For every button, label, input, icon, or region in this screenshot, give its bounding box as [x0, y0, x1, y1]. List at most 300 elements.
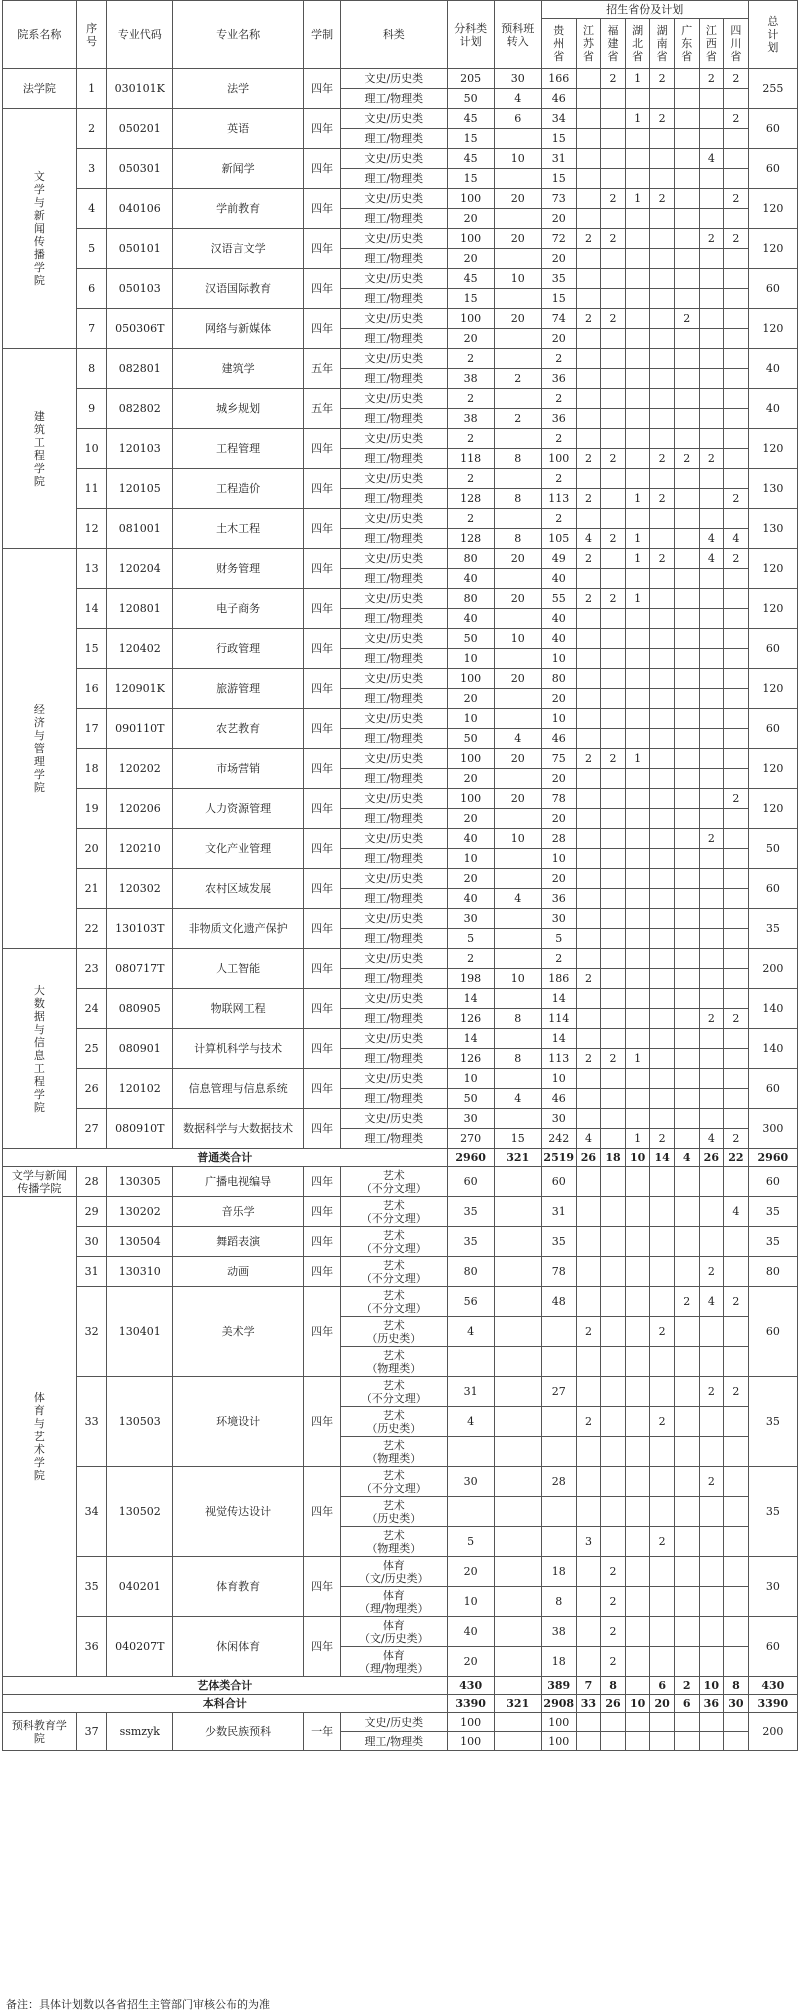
- province-value: 2: [601, 1049, 626, 1069]
- province-value: [724, 649, 749, 669]
- prep-value: [494, 1287, 541, 1317]
- province-value: [625, 789, 650, 809]
- province-value: [699, 429, 724, 449]
- province-value: [674, 949, 699, 969]
- college-name: 文学与新闻 传播学院: [3, 1167, 77, 1197]
- category-label: 艺术 （物理类）: [341, 1347, 448, 1377]
- major-name: 数据科学与大数据技术: [173, 1109, 304, 1149]
- province-value: 2: [541, 949, 576, 969]
- major-name: 体育教育: [173, 1557, 304, 1617]
- province-value: [674, 749, 699, 769]
- province-value: [601, 689, 626, 709]
- total-value: 2960: [748, 1149, 797, 1167]
- province-value: [724, 469, 749, 489]
- major-code: ssmzyk: [107, 1713, 173, 1751]
- province-value: [650, 1437, 675, 1467]
- province-value: [625, 1677, 650, 1695]
- province-value: [650, 1049, 675, 1069]
- category-label: 艺术 （不分文理）: [341, 1167, 448, 1197]
- province-value: [576, 129, 601, 149]
- major-name: 非物质文化遗产保护: [173, 909, 304, 949]
- major-seq: 7: [76, 309, 107, 349]
- province-value: [699, 589, 724, 609]
- province-value: [625, 209, 650, 229]
- plan-value: 15: [447, 289, 494, 309]
- province-value: [541, 1497, 576, 1527]
- province-value: 36: [541, 369, 576, 389]
- major-seq: 1: [76, 69, 107, 109]
- province-value: [601, 1287, 626, 1317]
- plan-value: 100: [447, 789, 494, 809]
- table-row: [3, 629, 798, 649]
- prep-value: [494, 1407, 541, 1437]
- plan-value: 5: [447, 1527, 494, 1557]
- province-value: [674, 69, 699, 89]
- province-value: [650, 369, 675, 389]
- province-value: [601, 549, 626, 569]
- province-value: [625, 689, 650, 709]
- province-value: [674, 469, 699, 489]
- table-row: [3, 229, 798, 249]
- prep-value: 4: [494, 889, 541, 909]
- province-value: [576, 249, 601, 269]
- province-value: [576, 929, 601, 949]
- province-value: 186: [541, 969, 576, 989]
- major-years: 四年: [304, 69, 341, 109]
- province-value: 2: [674, 309, 699, 329]
- province-value: [601, 1167, 626, 1197]
- plan-value: [447, 1347, 494, 1377]
- table-row: [3, 269, 798, 289]
- province-value: [601, 429, 626, 449]
- plan-value: 40: [447, 609, 494, 629]
- province-value: [674, 969, 699, 989]
- table-row: [3, 1713, 798, 1732]
- major-seq: 8: [76, 349, 107, 389]
- province-value: 31: [541, 1197, 576, 1227]
- category-label: 艺术 （不分文理）: [341, 1197, 448, 1227]
- province-value: [625, 629, 650, 649]
- province-value: [699, 1197, 724, 1227]
- province-value: 2: [601, 749, 626, 769]
- province-value: [576, 1437, 601, 1467]
- province-value: [576, 649, 601, 669]
- province-value: [699, 729, 724, 749]
- province-value: 2: [601, 1587, 626, 1617]
- major-years: 四年: [304, 429, 341, 469]
- province-value: [625, 1317, 650, 1347]
- province-value: [576, 1713, 601, 1732]
- category-label: 理工/物理类: [341, 649, 448, 669]
- prep-value: [494, 469, 541, 489]
- province-value: [699, 1617, 724, 1647]
- table-row: [3, 1287, 798, 1317]
- prep-value: [494, 249, 541, 269]
- plan-value: 100: [447, 1732, 494, 1751]
- province-value: [724, 989, 749, 1009]
- province-value: [650, 1587, 675, 1617]
- province-value: [674, 1617, 699, 1647]
- province-value: [650, 629, 675, 649]
- province-value: [625, 709, 650, 729]
- province-value: [576, 409, 601, 429]
- category-label: 文史/历史类: [341, 909, 448, 929]
- province-value: [625, 509, 650, 529]
- plan-value: 45: [447, 149, 494, 169]
- major-total: 120: [748, 229, 797, 269]
- province-value: [650, 1467, 675, 1497]
- province-value: [674, 1407, 699, 1437]
- province-value: [625, 929, 650, 949]
- plan-value: 38: [447, 409, 494, 429]
- province-value: 2: [601, 529, 626, 549]
- province-value: 2: [724, 1009, 749, 1029]
- category-label: 艺术 （不分文理）: [341, 1287, 448, 1317]
- table-row: [3, 429, 798, 449]
- major-code: 120105: [107, 469, 173, 509]
- major-total: 80: [748, 1257, 797, 1287]
- province-value: [650, 309, 675, 329]
- province-value: 113: [541, 1049, 576, 1069]
- province-value: [674, 1049, 699, 1069]
- major-code: 120210: [107, 829, 173, 869]
- category-label: 文史/历史类: [341, 949, 448, 969]
- category-label: 理工/物理类: [341, 129, 448, 149]
- province-value: [699, 1557, 724, 1587]
- province-value: [576, 209, 601, 229]
- major-seq: 28: [76, 1167, 107, 1197]
- province-value: [601, 369, 626, 389]
- province-value: [699, 809, 724, 829]
- province-value: [576, 1497, 601, 1527]
- plan-value: 50: [447, 89, 494, 109]
- province-value: [601, 1347, 626, 1377]
- province-value: 4: [699, 529, 724, 549]
- province-value: [576, 1617, 601, 1647]
- plan-value: 2: [447, 429, 494, 449]
- province-value: [601, 989, 626, 1009]
- major-code: 130103T: [107, 909, 173, 949]
- major-total: 40: [748, 349, 797, 389]
- major-name: 少数民族预科: [173, 1713, 304, 1751]
- province-value: [625, 989, 650, 1009]
- table-row: [3, 309, 798, 329]
- province-value: 2: [576, 489, 601, 509]
- prep-value: 8: [494, 1049, 541, 1069]
- major-code: 120202: [107, 749, 173, 789]
- major-total: 60: [748, 1617, 797, 1677]
- major-code: 050306T: [107, 309, 173, 349]
- total-label: 本科合计: [3, 1695, 448, 1713]
- major-name: 文化产业管理: [173, 829, 304, 869]
- province-value: [674, 889, 699, 909]
- province-value: 6: [650, 1677, 675, 1695]
- province-value: [625, 149, 650, 169]
- province-value: 2: [601, 449, 626, 469]
- province-value: 1: [625, 189, 650, 209]
- prep-value: [494, 169, 541, 189]
- plan-value: 45: [447, 109, 494, 129]
- province-value: [576, 809, 601, 829]
- header-province: 广 东 省: [674, 19, 699, 69]
- province-value: [650, 1347, 675, 1377]
- table-row: [3, 829, 798, 849]
- province-value: [674, 709, 699, 729]
- prep-value: [494, 1557, 541, 1587]
- prep-value: [494, 1527, 541, 1557]
- major-seq: 33: [76, 1377, 107, 1467]
- province-value: [601, 609, 626, 629]
- province-value: [724, 889, 749, 909]
- prep-value: [494, 509, 541, 529]
- province-value: [699, 789, 724, 809]
- plan-value: 30: [447, 909, 494, 929]
- province-value: 8: [541, 1587, 576, 1617]
- category-label: 文史/历史类: [341, 509, 448, 529]
- table-row: [3, 1257, 798, 1287]
- province-value: [576, 269, 601, 289]
- major-seq: 29: [76, 1197, 107, 1227]
- province-value: [601, 1257, 626, 1287]
- province-value: [724, 129, 749, 149]
- province-value: 2: [576, 589, 601, 609]
- province-value: 2: [576, 449, 601, 469]
- province-value: [674, 1089, 699, 1109]
- province-value: [601, 1089, 626, 1109]
- major-seq: 13: [76, 549, 107, 589]
- province-value: [650, 509, 675, 529]
- major-years: 一年: [304, 1713, 341, 1751]
- province-value: 2: [699, 69, 724, 89]
- plan-value: 20: [447, 249, 494, 269]
- province-value: [576, 709, 601, 729]
- province-value: [724, 1407, 749, 1437]
- province-value: [576, 149, 601, 169]
- prep-value: [494, 349, 541, 369]
- province-value: 7: [576, 1677, 601, 1695]
- header-provinces-group: 招生省份及计划: [541, 1, 748, 19]
- province-value: [699, 309, 724, 329]
- category-label: 理工/物理类: [341, 329, 448, 349]
- major-name: 计算机科学与技术: [173, 1029, 304, 1069]
- province-value: 2: [650, 1317, 675, 1347]
- province-value: 46: [541, 729, 576, 749]
- table-row: [3, 1467, 798, 1497]
- province-value: [601, 1407, 626, 1437]
- category-label: 理工/物理类: [341, 1089, 448, 1109]
- major-name: 音乐学: [173, 1197, 304, 1227]
- major-code: 130504: [107, 1227, 173, 1257]
- province-value: 2: [699, 449, 724, 469]
- province-value: 2: [650, 549, 675, 569]
- province-value: [625, 1732, 650, 1751]
- category-label: 文史/历史类: [341, 549, 448, 569]
- prep-value: 6: [494, 109, 541, 129]
- major-seq: 12: [76, 509, 107, 549]
- category-label: 艺术 （历史类）: [341, 1317, 448, 1347]
- major-code: 130502: [107, 1467, 173, 1557]
- table-row: [3, 509, 798, 529]
- province-value: [625, 269, 650, 289]
- province-value: 48: [541, 1287, 576, 1317]
- province-value: 14: [541, 989, 576, 1009]
- prep-value: [494, 1167, 541, 1197]
- plan-value: 2: [447, 949, 494, 969]
- plan-value: 35: [447, 1227, 494, 1257]
- prep-value: [494, 1377, 541, 1407]
- category-label: 理工/物理类: [341, 449, 448, 469]
- province-value: 2: [650, 1407, 675, 1437]
- province-value: [625, 129, 650, 149]
- table-row: [3, 349, 798, 369]
- prep-value: 4: [494, 729, 541, 749]
- major-years: 四年: [304, 1227, 341, 1257]
- province-value: [699, 1167, 724, 1197]
- province-value: [650, 1497, 675, 1527]
- province-value: [650, 949, 675, 969]
- province-value: [724, 849, 749, 869]
- college-name: 建 筑 工 程 学 院: [3, 349, 77, 549]
- category-label: 艺术 （不分文理）: [341, 1377, 448, 1407]
- province-value: 2: [541, 429, 576, 449]
- header-province: 湖 北 省: [625, 19, 650, 69]
- province-value: [650, 1557, 675, 1587]
- major-seq: 18: [76, 749, 107, 789]
- province-value: 1: [625, 1049, 650, 1069]
- major-total: 120: [748, 549, 797, 589]
- province-value: [699, 569, 724, 589]
- province-value: [674, 689, 699, 709]
- province-value: [674, 1029, 699, 1049]
- category-label: 文史/历史类: [341, 429, 448, 449]
- province-value: 26: [576, 1149, 601, 1167]
- province-value: [601, 169, 626, 189]
- province-value: [699, 129, 724, 149]
- province-value: [576, 949, 601, 969]
- province-value: [699, 1407, 724, 1437]
- province-value: [625, 1109, 650, 1129]
- province-value: [699, 1732, 724, 1751]
- major-years: 四年: [304, 1377, 341, 1467]
- header-years: 学制: [304, 1, 341, 69]
- plan-value: 100: [447, 229, 494, 249]
- major-name: 建筑学: [173, 349, 304, 389]
- province-value: [724, 1617, 749, 1647]
- category-label: 理工/物理类: [341, 929, 448, 949]
- province-value: 20: [541, 809, 576, 829]
- prep-value: [494, 869, 541, 889]
- province-value: 2: [650, 449, 675, 469]
- province-value: [724, 749, 749, 769]
- province-value: [625, 609, 650, 629]
- prep-value: 4: [494, 1089, 541, 1109]
- prep-value: 8: [494, 449, 541, 469]
- province-value: [724, 949, 749, 969]
- category-label: 艺术 （不分文理）: [341, 1467, 448, 1497]
- province-value: 8: [601, 1677, 626, 1695]
- province-value: [699, 849, 724, 869]
- province-value: [699, 209, 724, 229]
- province-value: 4: [699, 149, 724, 169]
- category-label: 文史/历史类: [341, 669, 448, 689]
- plan-value: 40: [447, 829, 494, 849]
- category-label: 理工/物理类: [341, 769, 448, 789]
- province-value: [625, 369, 650, 389]
- major-years: 四年: [304, 1109, 341, 1149]
- province-value: 4: [699, 1129, 724, 1149]
- province-value: 20: [541, 249, 576, 269]
- province-value: 38: [541, 1617, 576, 1647]
- province-value: [625, 1089, 650, 1109]
- province-value: [576, 389, 601, 409]
- plan-value: 10: [447, 649, 494, 669]
- province-value: [674, 249, 699, 269]
- province-value: [601, 909, 626, 929]
- province-value: [541, 1407, 576, 1437]
- province-value: [650, 249, 675, 269]
- category-label: 理工/物理类: [341, 889, 448, 909]
- province-value: 28: [541, 1467, 576, 1497]
- province-value: 20: [541, 209, 576, 229]
- province-value: [724, 769, 749, 789]
- province-value: [576, 69, 601, 89]
- category-label: 文史/历史类: [341, 269, 448, 289]
- province-value: [650, 929, 675, 949]
- table-header: [3, 1, 798, 69]
- province-value: [674, 109, 699, 129]
- major-total: 60: [748, 709, 797, 749]
- province-value: [699, 709, 724, 729]
- prep-value: 4: [494, 89, 541, 109]
- province-value: [601, 1029, 626, 1049]
- major-code: 080901: [107, 1029, 173, 1069]
- prep-value: [494, 649, 541, 669]
- province-value: 2519: [541, 1149, 576, 1167]
- prep-value: 20: [494, 229, 541, 249]
- province-value: [625, 1197, 650, 1227]
- province-value: 2: [699, 229, 724, 249]
- province-value: 46: [541, 89, 576, 109]
- province-value: [650, 229, 675, 249]
- province-value: [625, 449, 650, 469]
- province-value: [650, 389, 675, 409]
- major-code: 130401: [107, 1287, 173, 1377]
- major-name: 人工智能: [173, 949, 304, 989]
- province-value: 2: [724, 549, 749, 569]
- major-total: 200: [748, 949, 797, 989]
- province-value: [601, 129, 626, 149]
- province-value: 35: [541, 1227, 576, 1257]
- province-value: [601, 1129, 626, 1149]
- prep-value: [494, 929, 541, 949]
- table-row: [3, 189, 798, 209]
- province-value: 10: [541, 1069, 576, 1089]
- table-row: [3, 909, 798, 929]
- major-years: 四年: [304, 589, 341, 629]
- plan-value: 126: [447, 1009, 494, 1029]
- table-row: [3, 69, 798, 89]
- category-label: 艺术 （不分文理）: [341, 1227, 448, 1257]
- province-value: [650, 1197, 675, 1227]
- province-value: 2: [601, 229, 626, 249]
- province-value: 28: [541, 829, 576, 849]
- province-value: [674, 1497, 699, 1527]
- province-value: 2: [650, 1129, 675, 1149]
- province-value: 22: [724, 1149, 749, 1167]
- province-value: 2: [650, 1527, 675, 1557]
- province-value: [650, 1029, 675, 1049]
- province-value: [601, 469, 626, 489]
